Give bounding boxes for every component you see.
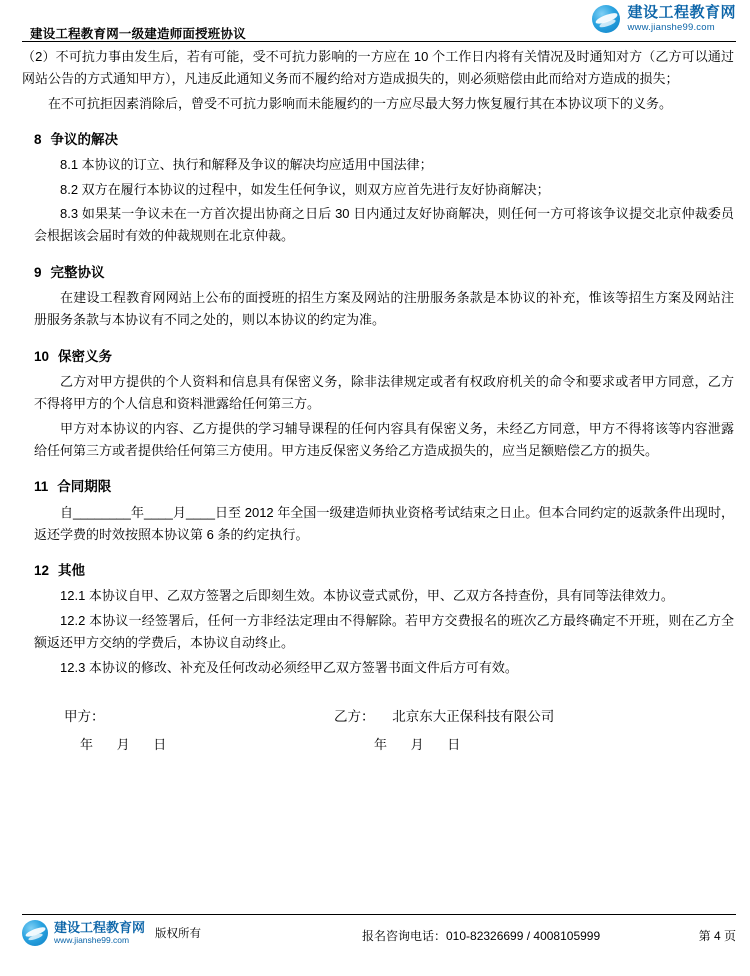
signature-party-a xyxy=(64,705,334,757)
footer-content xyxy=(22,920,736,946)
section-body-10 xyxy=(22,371,734,462)
brand-url: www.jianshe99.com xyxy=(627,21,715,33)
footer-copyright: 版权所有 xyxy=(155,927,202,940)
signature-party-b xyxy=(334,705,714,757)
document-header-title: 建设工程教育网一级建造师面授班协议 xyxy=(30,27,246,41)
signature-block xyxy=(22,705,734,757)
document-body xyxy=(22,46,734,757)
paragraph-8-3: 8.3 如果某一争议未在一方首次提出协商之日后 30 日内通过友好协商解决，则任何一方可将该争议提交北京仲裁委员会根据该会届时有效的仲裁规则在北京仲裁。 xyxy=(34,206,734,244)
section-heading-10 xyxy=(22,345,734,368)
paragraph-force-majeure-2: （2）不可抗力事由发生后，若有可能，受不可抗力影响的一方应在 10 个工作日内将有关情况及时通知对方（乙方可以通过网站公告的方式通知甲方），凡违反此通知义务而不履约给对方造成损失的，则必须赔偿由此而给对方造成的损失； xyxy=(22,49,734,87)
section-title-8: 争议的解决 xyxy=(50,132,119,148)
paragraph-8-1: 8.1 本协议的订立、执行和解释及争议的解决均应适用中国法律； xyxy=(60,157,433,173)
party-b-label: 乙方： xyxy=(334,708,375,724)
footer-brand-name: 建设工程教育网 xyxy=(54,919,146,935)
section-title-9: 完整协议 xyxy=(50,264,105,280)
paragraph-10-2: 甲方对本协议的内容、乙方提供的学习辅导课程的任何内容具有保密义务，未经乙方同意，甲方不得将该等内容泄露给任何第三方或者提供给任何第三方使用。甲方违反保密义务给乙方造成损失的，应当足额赔偿乙方的损失。 xyxy=(34,420,734,458)
party-b-date: 年 月 日 xyxy=(374,737,471,753)
section-number-10: 10 xyxy=(34,348,50,364)
paragraph-11-1: 自________年____月____日至 2012 年全国一级建造师执业资格考试结束之日止。但本合同约定的返款条件出现时，返还学费的时效按照本协议第 6 条的约定执行。 xyxy=(34,504,734,542)
footer-brand-text xyxy=(54,921,145,946)
section-number-8: 8 xyxy=(34,132,42,148)
section-heading-8 xyxy=(22,128,734,151)
paragraph-12-2: 12.2 本协议一经签署后，任何一方非经法定理由不得解除。若甲方交费报名的班次乙方最终确定不开班，则在乙方全额返还甲方交纳的学费后，本协议自动终止。 xyxy=(34,612,734,651)
section-heading-11 xyxy=(22,475,734,498)
party-b-line xyxy=(334,705,714,728)
footer-brand xyxy=(22,920,322,946)
brand-name: 建设工程教育网 xyxy=(627,4,736,22)
section-number-12: 12 xyxy=(34,563,50,579)
section-number-11: 11 xyxy=(34,479,49,495)
section-body-11 xyxy=(22,502,734,547)
section-body-8 xyxy=(22,154,734,247)
party-a-date: 年 月 日 xyxy=(80,737,177,753)
party-b-value: 北京东大正保科技有限公司 xyxy=(392,708,555,724)
section-body-9 xyxy=(22,287,734,332)
section-title-11: 合同期限 xyxy=(57,479,112,495)
paragraph-force-majeure-3: 在不可抗拒因素消除后，曾受不可抗力影响而未能履约的一方应尽最大努力恢复履行其在本协议项下的义务。 xyxy=(48,95,673,111)
section-heading-9 xyxy=(22,261,734,284)
header-divider xyxy=(22,41,736,42)
party-a-label: 甲方： xyxy=(64,708,105,724)
paragraph-9-1: 在建设工程教育网网站上公布的面授班的招生方案及网站的注册服务条款是本协议的补充，惟该等招生方案及网站注册服务条款与本协议有不同之处的，则以本协议的约定为准。 xyxy=(34,289,734,328)
paragraph-8-2: 8.2 双方在履行本协议的过程中，如发生任何争议，则双方应首先进行友好协商解决； xyxy=(60,181,550,197)
footer-phone: 报名咨询电话：010-82326699 / 4008105999 xyxy=(362,929,601,943)
page-footer xyxy=(22,914,736,968)
paragraph-10-1: 乙方对甲方提供的个人资料和信息具有保密义务，除非法律规定或者有权政府机关的命令和要求或者甲方同意，乙方不得将甲方的个人信息和资料泄露给任何第三方。 xyxy=(34,373,734,412)
footer-page-number: 第 4 页 xyxy=(698,929,736,943)
site-brand xyxy=(592,5,736,33)
paragraph-12-3: 12.3 本协议的修改、补充及任何改动必须经甲乙双方签署书面文件后方可有效。 xyxy=(60,659,518,675)
footer-divider xyxy=(22,914,736,915)
swoosh-globe-icon xyxy=(22,920,48,946)
page-header xyxy=(0,0,750,44)
footer-brand-url: www.jianshe99.com xyxy=(54,935,130,946)
swoosh-globe-icon xyxy=(592,5,620,33)
section-title-12: 其他 xyxy=(58,563,86,579)
section-body-12 xyxy=(22,585,734,678)
brand-text xyxy=(627,5,736,33)
section-number-9: 9 xyxy=(34,264,42,280)
section-title-10: 保密义务 xyxy=(58,348,113,364)
section-heading-12 xyxy=(22,559,734,582)
paragraph-12-1: 12.1 本协议自甲、乙双方签署之后即刻生效。本协议壹式贰份，甲、乙双方各持查份，具有同等法律效力。 xyxy=(60,588,674,604)
